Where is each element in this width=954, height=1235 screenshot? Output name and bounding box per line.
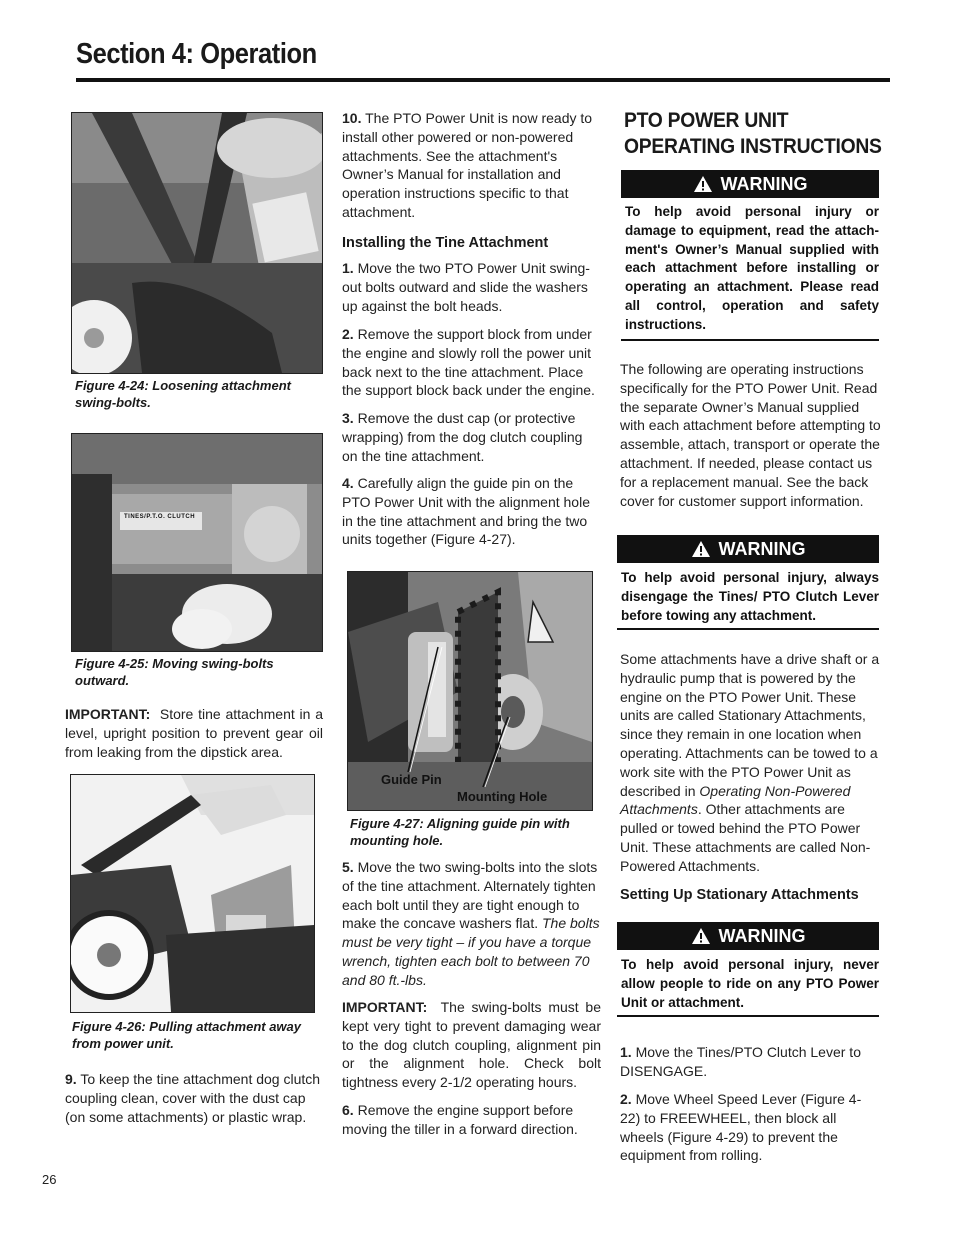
step-10-text: The PTO Power Unit is now ready to install other powered or non-powered attachments. See the attachment's Owner’s Manual for installation and operation instructions specific to that attachment.: [342, 110, 593, 220]
figure-4-25-photo: [71, 433, 323, 652]
install-step-4-number: 4.: [342, 475, 354, 491]
page-number: 26: [42, 1172, 57, 1187]
install-step-5-text: Move the two swing-bolts into the slots of the tine attachment. Alternately tighten each bolt until they are tight enough to make the concave washers flat.: [342, 859, 598, 932]
figure-4-27-caption: Figure 4-27: Aligning guide pin with mounting hole.: [350, 816, 570, 848]
stationary-step-2-text: Move Wheel Speed Lever (Figure 4-22) to FREEWHEEL, then block all wheels (Figure 4-29) to prevent the equipment from rolling.: [620, 1091, 862, 1164]
step-9-number: 9.: [65, 1071, 77, 1087]
step-9: [65, 1070, 327, 1126]
guide-pin-label: Guide Pin: [381, 772, 442, 787]
step-10: [342, 109, 600, 222]
pto-title: [624, 108, 882, 160]
warning-triangle-icon: [693, 175, 713, 193]
figure-4-24-caption: Figure 4-24: Loosening attachment swing-bolts.: [75, 378, 291, 410]
important-note-swing-bolts: [342, 998, 601, 1092]
step-10-number: 10.: [342, 110, 362, 126]
install-step-4-text: Carefully align the guide pin on the PTO Power Unit with the alignment hole in the tine attachment and bring the two units together (Figure 4-27).: [342, 475, 590, 548]
install-step-2: [342, 325, 598, 400]
pto-title-line-1: PTO POWER UNIT: [624, 109, 789, 132]
figure-4-25-caption: Figure 4-25: Moving swing-bolts outward.: [75, 656, 274, 688]
install-step-3-text: Remove the dust cap (or protective wrapping) from the dog clutch coupling on the tine attachment.: [342, 410, 583, 464]
install-step-2-text: Remove the support block from under the engine and slowly roll the power unit back next to the tine attachment. Place the support block back under the engine.: [342, 326, 595, 399]
pto-intro-paragraph: The following are operating instructions specifically for the PTO Power Unit. Read the separate Owner’s Manual supplied with each attachment before attempting to assemble, attach, transport or operate the attachment. If needed, please contact us for a replacement manual. See the back cover for customer support information.: [620, 361, 881, 509]
warning-bar-3: [617, 922, 879, 950]
decal-label: TINES/P.T.O. CLUTCH: [124, 514, 196, 520]
install-step-3-number: 3.: [342, 410, 354, 426]
install-step-3: [342, 409, 598, 465]
stationary-step-1-number: 1.: [620, 1044, 632, 1060]
warning-text-2: To help avoid personal injury, always disengage the Tines/ PTO Clutch Lever before towing any attachment.: [621, 570, 879, 623]
figure-4-26-photo: [70, 774, 315, 1013]
installing-heading: Installing the Tine Attachment: [342, 235, 549, 251]
warning-label-3: WARNING: [718, 925, 806, 946]
stationary-paragraph: [620, 650, 882, 876]
install-step-6: [342, 1101, 598, 1139]
warning-rule-1: [621, 339, 879, 341]
install-step-5: [342, 858, 600, 990]
stationary-paragraph-a: Some attachments have a drive shaft or a hydraulic pump that is powered by the engine on the PTO Power Unit. These units are called Stationary Attachments, since they remain in one location when operating. Attachments can be towed to a work site with the PTO Power Unit as described in: [620, 651, 880, 799]
important-text-2: The swing-bolts must be kept very tight to prevent damaging wear to the dog clutch coupling, alignment pin or the alignment hole. Check bolt tightness every 2-1/2 operating hours.: [342, 999, 602, 1091]
install-step-5-number: 5.: [342, 859, 354, 875]
figure-4-24-photo: [71, 112, 323, 374]
important-note-storage: [65, 705, 323, 761]
header-rule: [76, 78, 890, 82]
stationary-paragraph-b: . Other attachments are pulled or towed behind the PTO Power Unit. These attachments are called Non-Powered Attachments.: [620, 801, 871, 874]
install-step-1-text: Move the two PTO Power Unit swing-out bolts outward and slide the washers up against the bolt heads.: [342, 260, 590, 314]
warning-bar-1: [621, 170, 879, 198]
warning-triangle-icon: [691, 927, 711, 945]
warning-text-3: To help avoid personal injury, never allow people to ride on any PTO Power Unit or attachment.: [621, 957, 879, 1010]
important-label: IMPORTANT:: [65, 706, 151, 722]
section-title: Section 4: Operation: [76, 38, 317, 70]
warning-label-2: WARNING: [718, 538, 806, 559]
figure-4-26-caption: Figure 4-26: Pulling attachment away from power unit.: [72, 1019, 301, 1051]
install-step-1: [342, 259, 598, 315]
stationary-step-2: [620, 1090, 880, 1165]
install-step-2-number: 2.: [342, 326, 354, 342]
warning-bar-2: [617, 535, 879, 563]
stationary-step-1-text: Move the Tines/PTO Clutch Lever to DISENGAGE.: [620, 1044, 861, 1079]
warning-label-1: WARNING: [720, 173, 808, 194]
warning-rule-2: [617, 628, 879, 630]
mounting-hole-label: Mounting Hole: [457, 789, 548, 804]
stationary-paragraph-italic: Operating Non-Powered Attachments: [620, 782, 851, 818]
install-step-6-number: 6.: [342, 1102, 354, 1118]
setting-up-heading: Setting Up Stationary Attachments: [620, 887, 859, 903]
warning-text-1: To help avoid personal injury or damage to equipment, read the attach-ment's Owner’s Manual supplied with each attachment before installing or operating an attachment. Please read all control, operation and safety instructions.: [625, 204, 879, 332]
important-label-2: IMPORTANT:: [342, 999, 428, 1015]
warning-triangle-icon: [691, 540, 711, 558]
warning-rule-3: [617, 1015, 879, 1017]
important-text: Store tine attachment in a level, upright position to prevent gear oil from leaking from the dipstick area.: [65, 706, 323, 760]
stationary-step-1: [620, 1043, 880, 1081]
install-step-6-text: Remove the engine support before moving the tiller in a forward direction.: [342, 1102, 578, 1137]
install-step-5-italic: The bolts must be very tight – if you have a torque wrench, tighten each bolt to between 70 and 80 ft.-lbs.: [342, 915, 600, 988]
step-9-text: To keep the tine attachment dog clutch coupling clean, cover with the dust cap (on some attachments) or plastic wrap.: [65, 1071, 321, 1125]
stationary-step-2-number: 2.: [620, 1091, 632, 1107]
pto-title-line-2: OPERATING INSTRUCTIONS: [624, 135, 882, 158]
figure-4-27-photo: [347, 571, 593, 811]
install-step-4: [342, 474, 598, 549]
install-step-1-number: 1.: [342, 260, 354, 276]
